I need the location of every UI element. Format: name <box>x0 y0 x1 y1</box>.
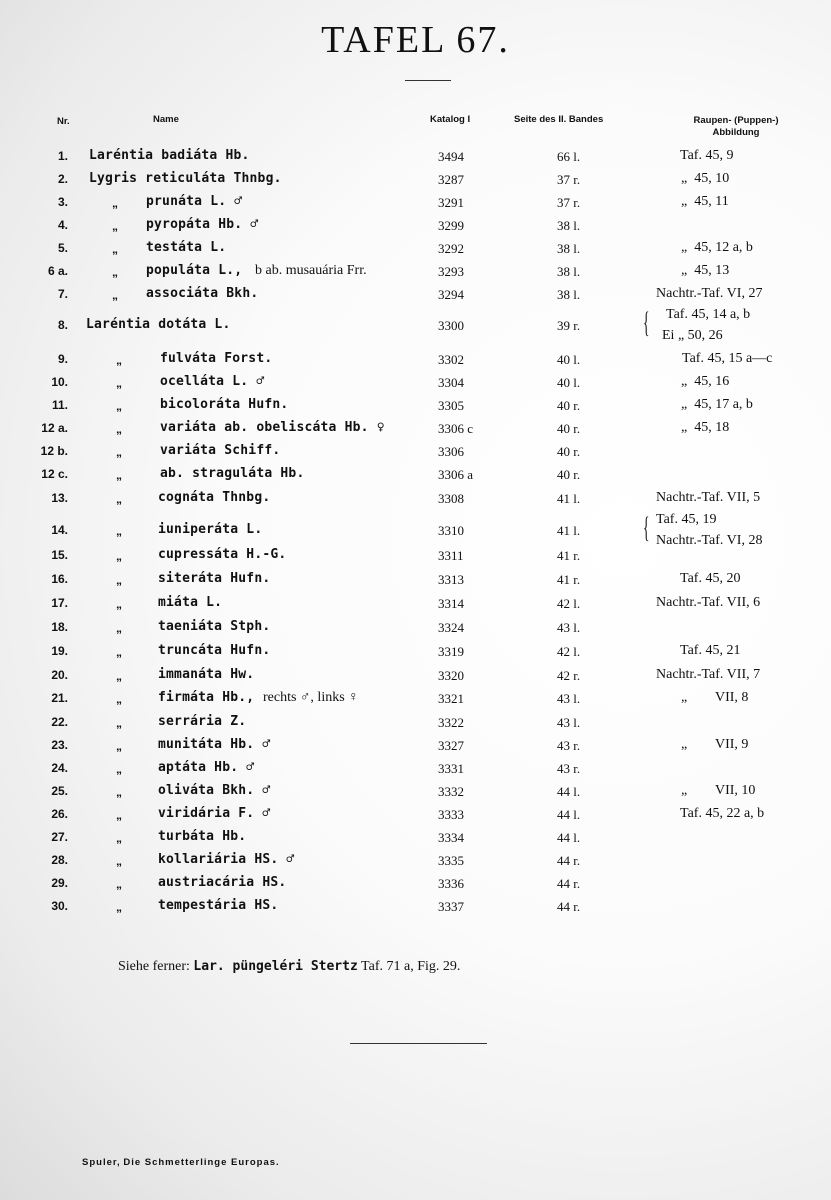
katalog-number: 3300 <box>438 318 464 333</box>
title-rule <box>405 80 451 81</box>
bracket-mark: { <box>642 511 650 544</box>
katalog-number: 3311 <box>438 548 464 563</box>
table-row <box>0 147 831 167</box>
species-name: turbáta Hb. <box>158 829 247 844</box>
band-page: 38 l. <box>557 287 581 302</box>
row-number: 21. <box>51 691 68 705</box>
katalog-number: 3320 <box>438 668 464 683</box>
ditto-mark: „ <box>116 621 122 635</box>
band-page: 43 l. <box>557 691 581 706</box>
ditto-mark: „ <box>112 265 118 279</box>
table-row <box>0 642 831 662</box>
species-name: miáta L. <box>158 595 223 610</box>
bracket-mark: { <box>642 306 650 339</box>
species-name: serrária Z. <box>158 714 247 729</box>
katalog-number: 3332 <box>438 784 464 799</box>
table-row <box>0 618 831 638</box>
table-row <box>0 897 831 917</box>
species-name: variáta Schiff. <box>160 443 281 458</box>
row-number: 6 a. <box>47 264 68 278</box>
illustration-ref-2: Ei „ 50, 26 <box>662 328 723 343</box>
band-page: 44 l. <box>557 807 581 822</box>
band-page: 37 r. <box>557 195 581 210</box>
katalog-number: 3299 <box>438 218 464 233</box>
table-row <box>0 851 831 871</box>
katalog-number: 3306 <box>438 444 464 459</box>
row-number: 12 a. <box>41 421 68 435</box>
row-number: 8. <box>57 318 68 332</box>
ditto-mark: „ <box>116 831 122 845</box>
illustration-ref-2: Nachtr.-Taf. VI, 28 <box>656 533 763 548</box>
species-note: rechts ♂, links ♀ <box>263 690 359 705</box>
illustration-ref: „ 45, 17 a, b <box>681 397 753 412</box>
table-row <box>0 239 831 259</box>
band-page: 42 l. <box>557 596 581 611</box>
band-page: 40 l. <box>557 352 581 367</box>
illustration-ref: Nachtr.-Taf. VII, 6 <box>656 595 761 610</box>
species-name: Laréntia dotáta L. <box>86 317 231 332</box>
illustration-ref: „ 45, 10 <box>681 171 730 186</box>
species-name: oliváta Bkh. ♂ <box>158 783 271 798</box>
band-page: 38 l. <box>557 218 581 233</box>
table-row <box>0 442 831 462</box>
band-page: 40 r. <box>557 398 581 413</box>
row-number: 28. <box>51 853 68 867</box>
ditto-mark: „ <box>116 669 122 683</box>
illustration-ref: „ 45, 18 <box>681 420 730 435</box>
ditto-mark: „ <box>116 739 122 753</box>
band-page: 40 l. <box>557 375 581 390</box>
table-row <box>0 689 831 709</box>
table-row <box>0 759 831 779</box>
bottom-rule <box>350 1043 487 1044</box>
ditto-mark: „ <box>116 900 122 914</box>
table-row <box>0 216 831 236</box>
row-number: 4. <box>57 218 68 232</box>
band-page: 44 r. <box>557 899 581 914</box>
ditto-mark: „ <box>116 468 122 482</box>
footer-credit <box>82 1157 280 1168</box>
table-row <box>0 546 831 566</box>
header-name: Name <box>153 114 179 125</box>
header-nr: Nr. <box>57 116 70 127</box>
row-number: 12 c. <box>41 467 68 481</box>
ditto-mark: „ <box>116 399 122 413</box>
species-name: cognáta Thnbg. <box>158 490 271 505</box>
header-abbildung-line2: Abbildung <box>712 127 760 138</box>
species-name: associáta Bkh. <box>146 286 259 301</box>
table-row <box>0 465 831 485</box>
table-row <box>0 262 831 282</box>
row-number: 22. <box>51 715 68 729</box>
table-row <box>0 170 831 190</box>
species-name: firmáta Hb., <box>158 690 255 705</box>
row-number: 24. <box>51 761 68 775</box>
band-page: 44 r. <box>557 876 581 891</box>
species-name: Lygris reticuláta Thnbg. <box>89 171 282 186</box>
band-page: 41 r. <box>557 572 581 587</box>
ditto-mark: „ <box>116 692 122 706</box>
table-row <box>0 306 831 343</box>
katalog-number: 3305 <box>438 398 464 413</box>
katalog-number: 3310 <box>438 523 464 538</box>
see-also-line <box>118 959 460 975</box>
katalog-number: 3334 <box>438 830 464 845</box>
species-name: ab. straguláta Hb. <box>160 466 305 481</box>
row-number: 18. <box>51 620 68 634</box>
species-name: taeniáta Stph. <box>158 619 271 634</box>
illustration-ref: „ 45, 12 a, b <box>681 240 753 255</box>
illustration-ref: Taf. 45, 21 <box>680 643 741 658</box>
species-name: Laréntia badiáta Hb. <box>89 148 250 163</box>
species-note: b ab. musauária Frr. <box>255 263 367 278</box>
ditto-mark: „ <box>116 785 122 799</box>
ditto-mark: „ <box>116 716 122 730</box>
band-page: 42 r. <box>557 668 581 683</box>
ditto-mark: „ <box>112 196 118 210</box>
illustration-ref: Taf. 45, 22 a, b <box>680 806 765 821</box>
row-number: 29. <box>51 876 68 890</box>
band-page: 38 l. <box>557 264 581 279</box>
katalog-number: 3333 <box>438 807 464 822</box>
katalog-number: 3337 <box>438 899 464 914</box>
katalog-number: 3336 <box>438 876 464 891</box>
illustration-ref: Taf. 45, 9 <box>680 148 734 163</box>
table-row <box>0 828 831 848</box>
band-page: 41 l. <box>557 491 581 506</box>
katalog-number: 3314 <box>438 596 464 611</box>
ditto-mark: „ <box>116 808 122 822</box>
band-page: 43 r. <box>557 738 581 753</box>
row-number: 11. <box>51 398 68 412</box>
see-also-prefix: Siehe ferner: <box>118 959 190 974</box>
band-page: 37 r. <box>557 172 581 187</box>
table-row <box>0 373 831 393</box>
illustration-ref: Nachtr.-Taf. VI, 27 <box>656 286 763 301</box>
band-page: 66 l. <box>557 149 581 164</box>
ditto-mark: „ <box>116 445 122 459</box>
table-row <box>0 285 831 305</box>
band-page: 43 l. <box>557 715 581 730</box>
table-row <box>0 874 831 894</box>
species-name: testáta L. <box>146 240 227 255</box>
katalog-number: 3287 <box>438 172 464 187</box>
ditto-mark: „ <box>112 288 118 302</box>
species-name: variáta ab. obeliscáta Hb. ♀ <box>160 420 385 435</box>
illustration-ref: Taf. 45, 15 a—c <box>682 351 773 366</box>
ditto-mark: „ <box>116 353 122 367</box>
table-row <box>0 736 831 756</box>
species-name: prunáta L. ♂ <box>146 194 243 209</box>
illustration-ref: Taf. 45, 20 <box>680 571 741 586</box>
band-page: 43 r. <box>557 761 581 776</box>
table-row <box>0 396 831 416</box>
species-name: austriacária HS. <box>158 875 287 890</box>
katalog-number: 3331 <box>438 761 464 776</box>
species-name: aptáta Hb. ♂ <box>158 760 255 775</box>
ditto-mark: „ <box>112 242 118 256</box>
illustration-ref: Nachtr.-Taf. VII, 5 <box>656 490 761 505</box>
header-seite: Seite des II. Bandes <box>514 114 604 125</box>
table-row <box>0 511 831 548</box>
table-row <box>0 419 831 439</box>
illustration-ref: Taf. 45, 19 <box>656 512 717 527</box>
katalog-number: 3327 <box>438 738 464 753</box>
species-name: truncáta Hufn. <box>158 643 271 658</box>
table-row <box>0 666 831 686</box>
row-number: 19. <box>51 644 68 658</box>
katalog-number: 3319 <box>438 644 464 659</box>
ditto-mark: „ <box>116 549 122 563</box>
band-page: 40 r. <box>557 421 581 436</box>
band-page: 38 l. <box>557 241 581 256</box>
species-name: viridária F. ♂ <box>158 806 271 821</box>
row-number: 9. <box>57 352 68 366</box>
row-number: 17. <box>51 596 68 610</box>
katalog-number: 3321 <box>438 691 464 706</box>
ditto-mark: „ <box>116 422 122 436</box>
row-number: 13. <box>51 491 68 505</box>
row-number: 26. <box>51 807 68 821</box>
ditto-mark: „ <box>116 524 122 538</box>
katalog-number: 3308 <box>438 491 464 506</box>
band-page: 44 l. <box>557 830 581 845</box>
species-name: iuniperáta L. <box>158 522 263 537</box>
footer-work: Die Schmetterlinge Europas. <box>123 1157 280 1168</box>
species-name: ocelláta L. ♂ <box>160 374 265 389</box>
ditto-mark: „ <box>116 376 122 390</box>
footer-author: Spuler, <box>82 1157 121 1168</box>
illustration-ref: Nachtr.-Taf. VII, 7 <box>656 667 761 682</box>
see-also-ref: Taf. 71 a, Fig. 29. <box>361 959 461 974</box>
species-name: fulváta Forst. <box>160 351 273 366</box>
species-name: populáta L., <box>146 263 243 278</box>
katalog-number: 3291 <box>438 195 464 210</box>
ditto-mark: „ <box>112 219 118 233</box>
katalog-number: 3494 <box>438 149 464 164</box>
header-abbildung <box>672 115 800 139</box>
band-page: 44 l. <box>557 784 581 799</box>
illustration-ref: „ VII, 8 <box>681 690 749 705</box>
ditto-mark: „ <box>116 645 122 659</box>
katalog-number: 3322 <box>438 715 464 730</box>
band-page: 39 r. <box>557 318 581 333</box>
row-number: 27. <box>51 830 68 844</box>
illustration-ref: „ 45, 16 <box>681 374 730 389</box>
illustration-ref: „ 45, 13 <box>681 263 730 278</box>
band-page: 43 l. <box>557 620 581 635</box>
species-name: bicoloráta Hufn. <box>160 397 289 412</box>
table-row <box>0 713 831 733</box>
illustration-ref: Taf. 45, 14 a, b <box>666 307 751 322</box>
row-number: 7. <box>57 287 68 301</box>
table-row <box>0 805 831 825</box>
species-name: kollariária HS. ♂ <box>158 852 295 867</box>
katalog-number: 3292 <box>438 241 464 256</box>
katalog-number: 3304 <box>438 375 464 390</box>
band-page: 40 r. <box>557 444 581 459</box>
band-page: 41 r. <box>557 548 581 563</box>
ditto-mark: „ <box>116 492 122 506</box>
species-name: cupressáta H.-G. <box>158 547 287 562</box>
species-name: siteráta Hufn. <box>158 571 271 586</box>
katalog-number: 3294 <box>438 287 464 302</box>
katalog-number: 3335 <box>438 853 464 868</box>
header-abbildung-line1: Raupen- (Puppen-) <box>693 115 779 126</box>
species-name: tempestária HS. <box>158 898 279 913</box>
band-page: 41 l. <box>557 523 581 538</box>
katalog-number: 3306 a <box>438 467 474 482</box>
katalog-number: 3306 c <box>438 421 474 436</box>
row-number: 10. <box>51 375 68 389</box>
row-number: 5. <box>57 241 68 255</box>
row-number: 25. <box>51 784 68 798</box>
row-number: 16. <box>51 572 68 586</box>
katalog-number: 3293 <box>438 264 464 279</box>
illustration-ref: „ VII, 9 <box>681 737 749 752</box>
ditto-mark: „ <box>116 762 122 776</box>
table-row <box>0 193 831 213</box>
katalog-number: 3324 <box>438 620 464 635</box>
band-page: 44 r. <box>557 853 581 868</box>
row-number: 14. <box>51 523 68 537</box>
see-also-species: Lar. püngeléri Stertz <box>193 959 358 974</box>
row-number: 3. <box>57 195 68 209</box>
katalog-number: 3313 <box>438 572 464 587</box>
table-row <box>0 350 831 370</box>
table-row <box>0 782 831 802</box>
species-name: pyropáta Hb. ♂ <box>146 217 259 232</box>
row-number: 1. <box>57 149 68 163</box>
ditto-mark: „ <box>116 573 122 587</box>
row-number: 30. <box>51 899 68 913</box>
band-page: 40 r. <box>557 467 581 482</box>
ditto-mark: „ <box>116 877 122 891</box>
row-number: 15. <box>51 548 68 562</box>
row-number: 23. <box>51 738 68 752</box>
species-name: munitáta Hb. ♂ <box>158 737 271 752</box>
species-name: immanáta Hw. <box>158 667 255 682</box>
plate-title: TAFEL 67. <box>321 19 510 61</box>
table-row <box>0 594 831 614</box>
row-number: 12 b. <box>40 444 68 458</box>
katalog-number: 3302 <box>438 352 464 367</box>
band-page: 42 l. <box>557 644 581 659</box>
header-katalog: Katalog I <box>430 114 471 125</box>
table-row <box>0 570 831 590</box>
row-number: 2. <box>57 172 68 186</box>
table-row <box>0 489 831 509</box>
row-number: 20. <box>51 668 68 682</box>
illustration-ref: „ VII, 10 <box>681 783 756 798</box>
illustration-ref: „ 45, 11 <box>681 194 729 209</box>
ditto-mark: „ <box>116 854 122 868</box>
ditto-mark: „ <box>116 597 122 611</box>
